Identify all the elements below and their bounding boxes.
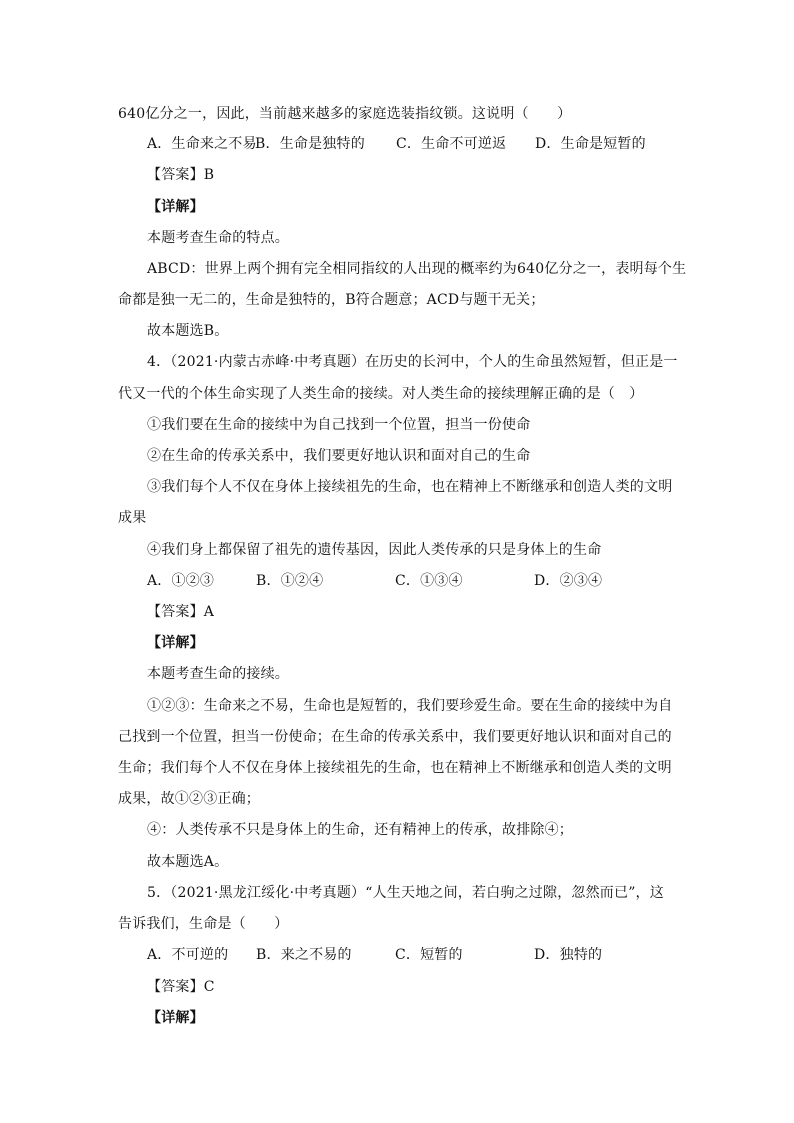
q3-options <box>147 134 707 154</box>
q4-detail-label: 【详解】 <box>147 635 204 651</box>
q4-explain-line: 生命；我们每个人不仅在身体上接续祖先的生命，也在精神上不断继承和创造人类的文明 <box>118 760 672 776</box>
q4-explain-line: 本题考查生命的接续。 <box>147 666 289 682</box>
q4-explain-line: 成果，故①②③正确； <box>118 791 260 807</box>
q5-option-a: A．不可逆的 <box>147 947 229 963</box>
q4-explain-line: 己找到一个位置，担当一份使命；在生命的传承关系中，我们要更好地认识和面对自己的 <box>118 729 672 745</box>
q4-statement: ②在生命的传承关系中，我们要更好地认识和面对自己的生命 <box>147 448 531 464</box>
q4-explain-line: 故本题选A。 <box>147 854 229 870</box>
q5-option-d: D．独特的 <box>534 947 603 963</box>
q3-explain-line: 本题考查生命的特点。 <box>147 230 289 246</box>
q3-explain-line: ABCD：世界上两个拥有完全相同指纹的人出现的概率约为640亿分之一，表明每个生 <box>147 261 687 277</box>
q3-detail-label: 【详解】 <box>147 199 204 215</box>
q4-explain-line: ④：人类传承不只是身体上的生命，还有精神上的传承，故排除④； <box>147 822 573 838</box>
q3-option-d: D．生命是短暂的 <box>535 136 646 152</box>
q4-statement: ①我们要在生命的接续中为自己找到一个位置，担当一份使命 <box>147 417 531 433</box>
q4-explain-line: ①②③：生命来之不易，生命也是短暂的，我们要珍爱生命。要在生命的接续中为自 <box>147 698 673 714</box>
q4-stem-line: 4．（2021·内蒙古赤峰·中考真题）在历史的长河中，个人的生命虽然短暂，但正是一 <box>147 354 678 370</box>
q4-stem-line: 代又一代的个体生命实现了人类生命的接续。对人类生命的接续理解正确的是（ ） <box>118 386 644 402</box>
q4-option-b: B．①②④ <box>256 573 324 589</box>
q4-answer: 【答案】A <box>147 604 215 620</box>
q5-options <box>147 945 707 965</box>
q4-statement: ④我们身上都保留了祖先的遗传基因，因此人类传承的只是身体上的生命 <box>147 542 602 558</box>
q4-option-a: A．①②③ <box>147 573 215 589</box>
q3-answer: 【答案】B <box>147 167 215 183</box>
q5-detail-label: 【详解】 <box>147 1010 204 1026</box>
q3-option-a: A．生命来之不易 <box>147 136 257 152</box>
q3-option-b: B．生命是独特的 <box>255 136 365 152</box>
q5-stem-line: 告诉我们，生命是（ ） <box>118 916 289 932</box>
q3-explain-line: 故本题选B。 <box>147 323 229 339</box>
q4-statement-cont: 成果 <box>118 510 147 526</box>
q5-option-b: B．来之不易的 <box>256 947 352 963</box>
q3-explain-line: 命都是独一无二的，生命是独特的，B符合题意；ACD与题干无关； <box>118 292 545 308</box>
q4-options <box>147 571 707 591</box>
q4-option-c: C．①③④ <box>395 573 463 589</box>
q3-stem-tail: 640亿分之一，因此，当前越来越多的家庭选装指纹锁。这说明（ ） <box>118 106 572 122</box>
q5-answer: 【答案】C <box>147 979 215 995</box>
q5-option-c: C．短暂的 <box>395 947 463 963</box>
q4-statement: ③我们每个人不仅在身体上接续祖先的生命，也在精神上不断继承和创造人类的文明 <box>147 479 673 495</box>
q5-stem-line: 5．（2021·黑龙江绥化·中考真题）“人生天地之间，若白驹之过隙，忽然而已”，这 <box>147 885 664 901</box>
q4-option-d: D．②③④ <box>534 573 603 589</box>
q3-option-c: C．生命不可逆返 <box>396 136 507 152</box>
